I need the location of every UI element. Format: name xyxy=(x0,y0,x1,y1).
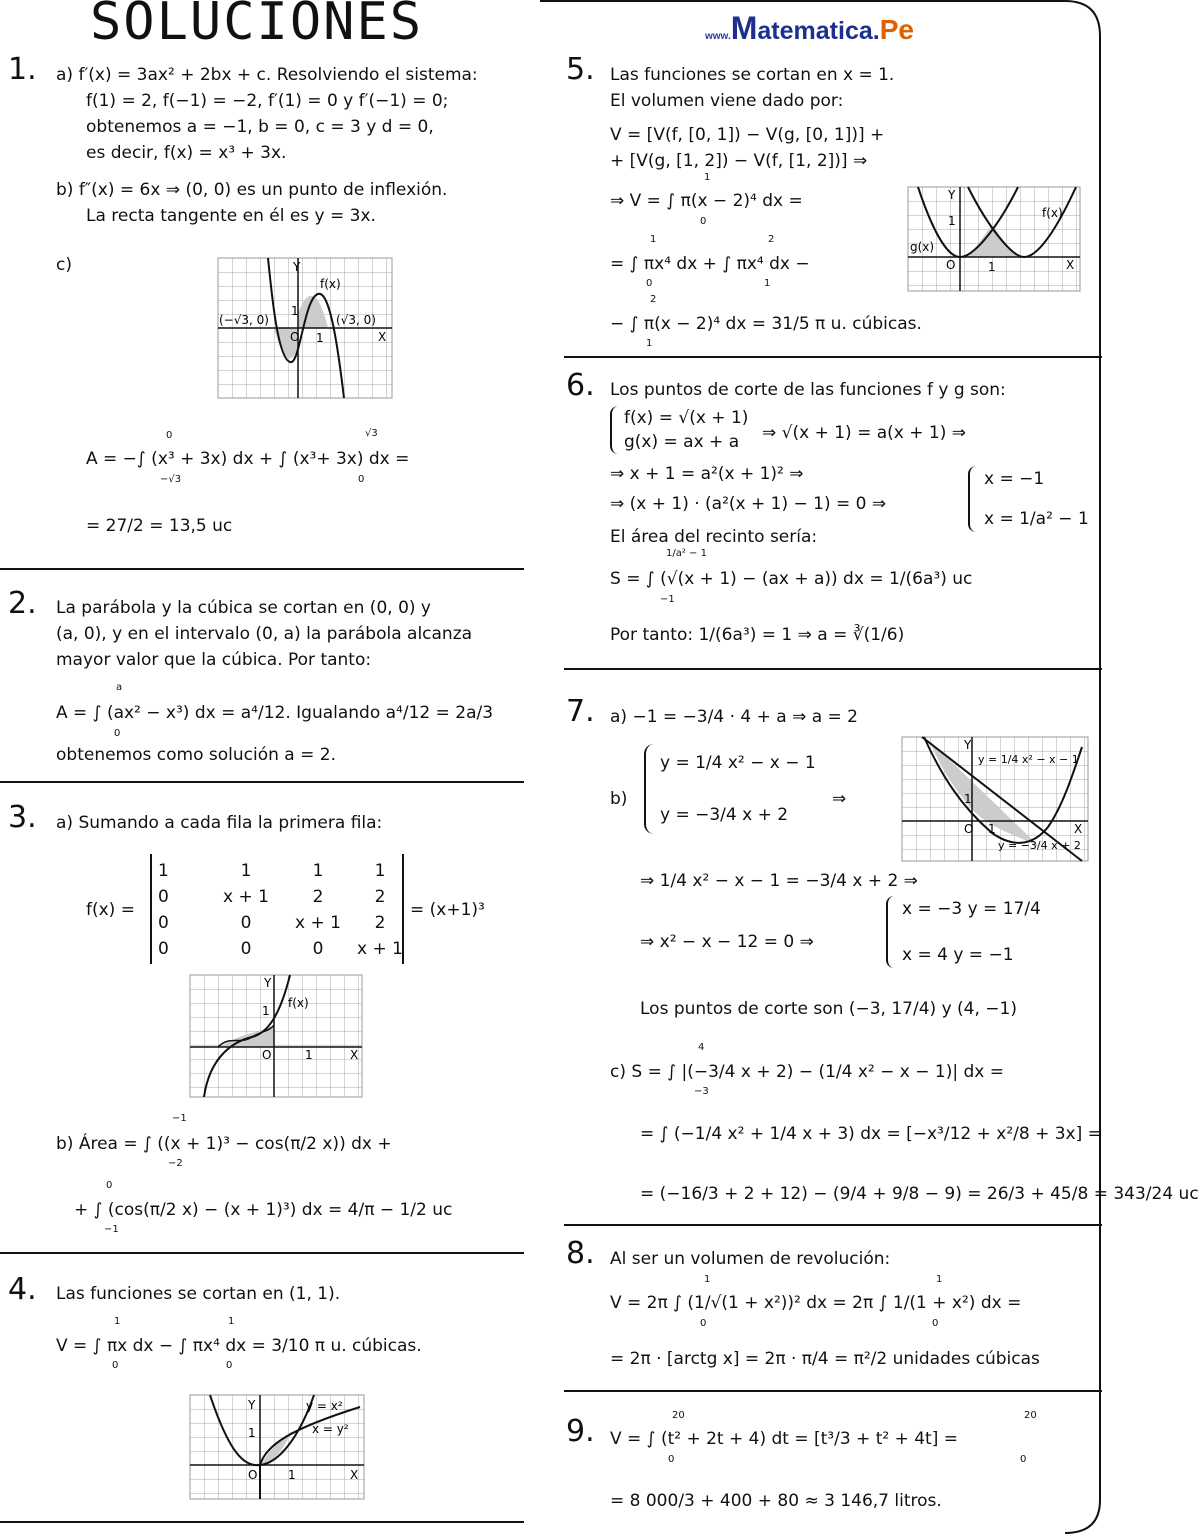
text-line: es decir, f(x) = x³ + 3x. xyxy=(86,143,287,163)
axis-label: Y xyxy=(964,738,972,752)
text-line: f(x) = √(x + 1) xyxy=(624,408,749,428)
logo-www: www. xyxy=(705,31,731,42)
matrix-cell: 2 xyxy=(312,887,324,907)
p3-graph xyxy=(190,975,362,1097)
matrix-cell: 0 xyxy=(158,887,169,907)
tick-label: 1 xyxy=(262,1004,270,1018)
axis-label: X xyxy=(1066,258,1075,272)
divider xyxy=(564,1224,1102,1226)
text-line: a) f′(x) = 3ax² + 2bx + c. Resolviendo el sistema: xyxy=(56,65,478,85)
origin-label: O xyxy=(262,1048,272,1062)
divider xyxy=(0,1521,524,1523)
formula: = 2π · [arctg x] = 2π · π/4 = π²/2 unidades cúbicas xyxy=(610,1349,1040,1369)
text-line: Las funciones se cortan en x = 1. xyxy=(610,65,895,85)
matrix-cell: 0 xyxy=(158,939,169,959)
limit: 0 xyxy=(114,728,121,739)
point-label: (−√3, 0) xyxy=(219,313,269,327)
curve-label: f(x) xyxy=(320,277,341,291)
tick-label: 1 xyxy=(988,260,996,274)
problem-number: 8. xyxy=(566,1236,595,1271)
limit: 0 xyxy=(1020,1454,1027,1465)
formula: V = ∫ (t² + 2t + 4) dt = [t³/3 + t² + 4t] = xyxy=(610,1429,959,1449)
text-line: El área del recinto sería: xyxy=(610,527,818,547)
divider xyxy=(0,781,524,783)
formula: V = 2π ∫ (1/√(1 + x²))² dx = 2π ∫ 1/(1 + x²) dx = xyxy=(610,1293,1022,1313)
limit: 0 xyxy=(668,1454,675,1465)
limit: −1 xyxy=(104,1224,119,1235)
text-line: b) xyxy=(610,789,628,809)
limit: 1 xyxy=(650,234,657,245)
text-line: x = −1 xyxy=(984,469,1045,489)
problem-number: 7. xyxy=(566,694,595,729)
matrix-cell: x + 1 xyxy=(357,939,403,959)
logo-pe: Pe xyxy=(879,14,914,45)
formula: Por tanto: 1/(6a³) = 1 ⇒ a = ∛(1/6) xyxy=(610,625,905,645)
limit: 1 xyxy=(114,1316,121,1327)
curve-label: y = −3/4 x + 2 xyxy=(998,839,1081,852)
limit: a xyxy=(116,682,123,693)
limit: −√3 xyxy=(160,474,182,485)
text-line: La recta tangente en él es y = 3x. xyxy=(86,206,376,226)
text-line: Al ser un volumen de revolución: xyxy=(610,1249,891,1269)
formula: V = ∫ πx dx − ∫ πx⁴ dx = 3/10 π u. cúbicas. xyxy=(56,1336,422,1356)
formula: A = −∫ (x³ + 3x) dx + ∫ (x³+ 3x) dx = xyxy=(86,449,410,469)
text-line: b) f″(x) = 6x ⇒ (0, 0) es un punto de inflexión. xyxy=(56,180,448,200)
tick-label: 1 xyxy=(291,304,299,318)
tick-label: 1 xyxy=(288,1468,296,1482)
limit: 1 xyxy=(764,278,771,289)
solutions xyxy=(968,466,1089,532)
limit: 0 xyxy=(700,1318,707,1329)
divider xyxy=(564,668,1102,670)
limit: 4 xyxy=(698,1042,705,1053)
origin-label: O xyxy=(290,330,300,344)
axis-label: Y xyxy=(248,1398,256,1412)
axis-label: X xyxy=(378,330,387,344)
logo-mid: atematica. xyxy=(757,17,880,45)
limit: 1/a² − 1 xyxy=(666,548,707,559)
axis-label: X xyxy=(350,1468,359,1482)
axis-label: X xyxy=(1074,822,1083,836)
limit: 1 xyxy=(646,338,653,349)
text-line: El volumen viene dado por: xyxy=(610,91,844,111)
text-line: obtenemos a = −1, b = 0, c = 3 y d = 0, xyxy=(86,117,434,137)
limit: −1 xyxy=(660,594,675,605)
text-line: Las funciones se cortan en (1, 1). xyxy=(56,1284,341,1304)
problem-number: 9. xyxy=(566,1414,595,1449)
limit: 0 xyxy=(646,278,653,289)
matrix-cell: 0 xyxy=(312,939,324,959)
problem-number: 4. xyxy=(8,1272,37,1307)
limit: 0 xyxy=(700,216,707,227)
text-line: x = −3 y = 17/4 xyxy=(902,899,1041,919)
origin-label: O xyxy=(964,822,974,836)
divider xyxy=(564,1390,1102,1392)
p7-graph xyxy=(902,737,1088,861)
text-line: Los puntos de corte son (−3, 17/4) y (4, −1) xyxy=(640,999,1017,1019)
text-line: V = [V(f, [0, 1]) − V(g, [0, 1])] + xyxy=(610,125,885,145)
axis-label: X xyxy=(350,1048,359,1062)
matrix-cell: 2 xyxy=(374,887,386,907)
curve-label: x = y² xyxy=(312,1422,349,1436)
formula: ⇒ (x + 1) · (a²(x + 1) − 1) = 0 ⇒ xyxy=(610,494,887,514)
text-line: La parábola y la cúbica se cortan en (0, 0) y xyxy=(56,598,431,618)
matrix-cell: 1 xyxy=(374,861,386,881)
page-title: SOLUCIONES xyxy=(90,0,424,52)
tick-label: 1 xyxy=(248,1426,256,1440)
formula: = ∫ πx⁴ dx + ∫ πx⁴ dx − xyxy=(610,254,810,274)
text-line: (a, 0), y en el intervalo (0, a) la parábola alcanza xyxy=(56,624,473,644)
axis-label: Y xyxy=(948,188,956,202)
p2-text xyxy=(56,595,472,673)
limit: 2 xyxy=(650,294,657,305)
curve-label: g(x) xyxy=(910,240,935,254)
axis-label: Y xyxy=(293,260,301,274)
curve-label: y = 1/4 x² − x − 1 xyxy=(978,753,1079,766)
problem-number: 5. xyxy=(566,52,595,87)
text-line: + [V(g, [1, 2]) − V(f, [1, 2])] ⇒ xyxy=(610,151,868,171)
matrix-cell: 0 xyxy=(240,913,252,933)
problem-number: 2. xyxy=(8,586,37,621)
matrix-cell: 2 xyxy=(374,913,386,933)
formula: f(x) = xyxy=(86,900,135,920)
matrix-cell: x + 1 xyxy=(223,887,269,907)
p5-graph xyxy=(908,187,1080,291)
matrix-cell: 1 xyxy=(240,861,252,881)
origin-label: O xyxy=(248,1468,258,1482)
text-line: y = −3/4 x + 2 xyxy=(660,805,789,825)
p1-part-a xyxy=(56,62,478,166)
system xyxy=(644,744,816,834)
limit: 0 xyxy=(358,474,365,485)
formula: − ∫ π(x − 2)⁴ dx = 31/5 π u. cúbicas. xyxy=(610,314,922,334)
limit: 2 xyxy=(768,234,775,245)
formula: = ∫ (−1/4 x² + 1/4 x + 3) dx = [−x³/12 + x²/8 + 3x] = xyxy=(640,1124,1102,1144)
curve-label: f(x) xyxy=(288,996,309,1010)
point-label: (√3, 0) xyxy=(336,313,376,327)
tick-label: 1 xyxy=(948,214,956,228)
divider xyxy=(564,356,1102,358)
divider xyxy=(0,568,524,570)
axis-label: Y xyxy=(264,976,272,990)
limit: 1 xyxy=(936,1274,943,1285)
system xyxy=(610,406,748,454)
text-line: a) Sumando a cada fila la primera fila: xyxy=(56,813,383,833)
formula: = (−16/3 + 2 + 12) − (9/4 + 9/8 − 9) = 26/3 + 45/8 = 343/24 uc xyxy=(640,1184,1199,1204)
problem-number: 6. xyxy=(566,368,595,403)
p1-graph xyxy=(218,258,392,398)
formula: = 27/2 = 13,5 uc xyxy=(86,516,233,536)
formula: c) S = ∫ |(−3/4 x + 2) − (1/4 x² − x − 1)| dx = xyxy=(610,1062,1004,1082)
limit: 1 xyxy=(704,1274,711,1285)
text-line: x = 4 y = −1 xyxy=(902,945,1014,965)
curve-label: f(x) xyxy=(1042,206,1063,220)
matrix-cell: 1 xyxy=(312,861,324,881)
limit: −1 xyxy=(172,1113,187,1124)
matrix-cell: 0 xyxy=(158,913,169,933)
formula: ⇒ 1/4 x² − x − 1 = −3/4 x + 2 ⇒ xyxy=(640,871,918,891)
origin-label: O xyxy=(946,258,956,272)
limit: 0 xyxy=(112,1360,119,1371)
text-line: Los puntos de corte de las funciones f y g son: xyxy=(610,380,1006,400)
text-line: x = 1/a² − 1 xyxy=(984,509,1089,529)
symbol: ⇒ xyxy=(832,789,847,809)
formula: = 8 000/3 + 400 + 80 ≈ 3 146,7 litros. xyxy=(610,1491,942,1511)
formula: = (x+1)³ xyxy=(410,900,485,920)
p1-part-b xyxy=(56,177,447,229)
limit: −2 xyxy=(168,1158,183,1169)
limit: 1 xyxy=(704,172,711,183)
limit: √3 xyxy=(365,428,378,439)
formula: ⇒ x² − x − 12 = 0 ⇒ xyxy=(640,932,814,952)
formula: + ∫ (cos(π/2 x) − (x + 1)³) dx = 4/π − 1/2 uc xyxy=(74,1200,453,1220)
tick-label: 1 xyxy=(964,792,972,806)
limit: 20 xyxy=(672,1410,685,1421)
formula: ⇒ V = ∫ π(x − 2)⁴ dx = xyxy=(610,191,803,211)
formula: ⇒ x + 1 = a²(x + 1)² ⇒ xyxy=(610,464,804,484)
logo-m: M xyxy=(730,10,758,46)
formula: ⇒ √(x + 1) = a(x + 1) ⇒ xyxy=(762,423,966,443)
limit: 1 xyxy=(228,1316,235,1327)
text-line: obtenemos como solución a = 2. xyxy=(56,745,336,765)
limit: 20 xyxy=(1024,1410,1037,1421)
formula: a) −1 = −3/4 · 4 + a ⇒ a = 2 xyxy=(610,707,859,727)
text-line: y = 1/4 x² − x − 1 xyxy=(660,753,816,773)
text-line: g(x) = ax + a xyxy=(624,432,740,452)
curve-label: y = x² xyxy=(306,1399,343,1413)
p1-part-c: c) xyxy=(56,255,72,275)
tick-label: 1 xyxy=(988,822,996,836)
formula: A = ∫ (ax² − x³) dx = a⁴/12. Igualando a⁴/12 = 2a/3 xyxy=(56,703,494,723)
tick-label: 1 xyxy=(305,1048,313,1062)
problem-number: 1. xyxy=(8,52,37,87)
p5-text xyxy=(610,62,894,174)
formula: b) Área = ∫ ((x + 1)³ − cos(π/2 x)) dx + xyxy=(56,1134,392,1154)
matrix-cell: x + 1 xyxy=(295,913,341,933)
divider xyxy=(0,1252,524,1254)
determinant xyxy=(150,854,404,964)
limit: 0 xyxy=(106,1180,113,1191)
p4-graph xyxy=(190,1395,364,1499)
formula: S = ∫ (√(x + 1) − (ax + a)) dx = 1/(6a³) uc xyxy=(610,569,973,589)
solutions xyxy=(886,896,1041,968)
limit: 0 xyxy=(932,1318,939,1329)
tick-label: 1 xyxy=(316,331,324,345)
text-line: mayor valor que la cúbica. Por tanto: xyxy=(56,650,372,670)
matrix-cell: 0 xyxy=(240,939,252,959)
text-line: f(1) = 2, f(−1) = −2, f′(1) = 0 y f′(−1) = 0; xyxy=(86,91,449,111)
limit: 0 xyxy=(166,430,173,441)
limit: 0 xyxy=(226,1360,233,1371)
problem-number: 3. xyxy=(8,800,37,835)
limit: −3 xyxy=(694,1086,709,1097)
matrix-cell: 1 xyxy=(158,861,169,881)
